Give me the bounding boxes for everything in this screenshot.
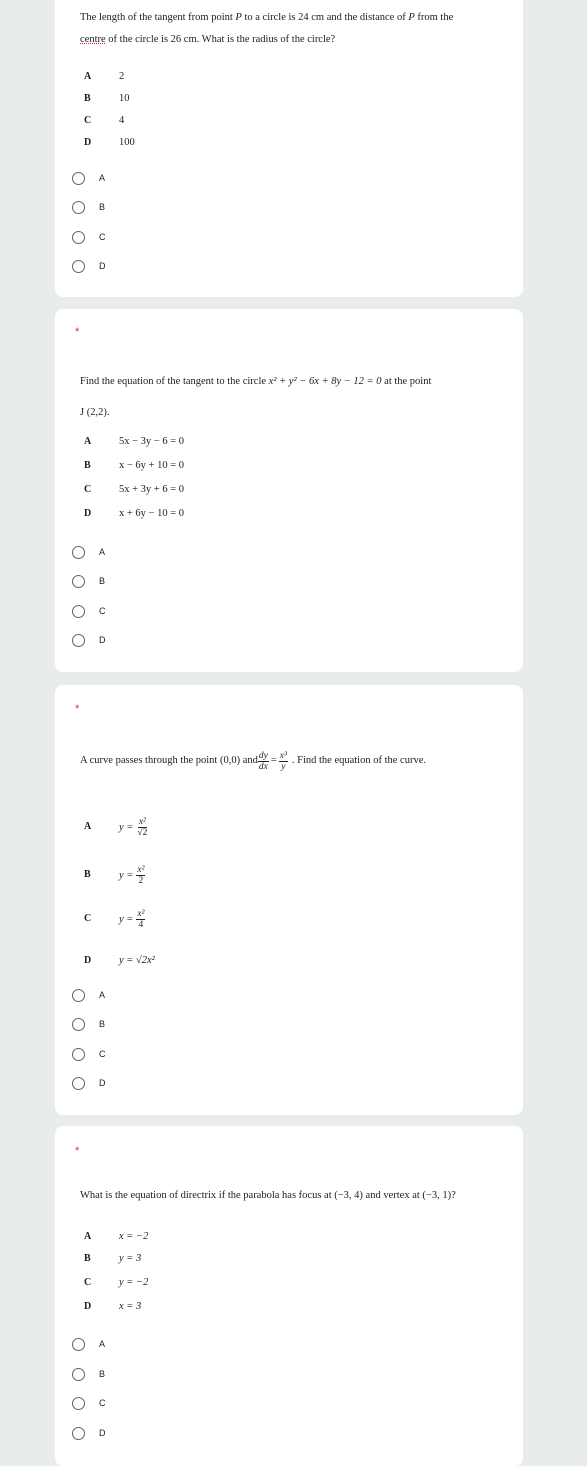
option-letter-d: D [84,1301,92,1312]
option-letter-b: B [84,869,91,880]
radio-option-d[interactable] [72,1425,106,1441]
option-letter-d: D [84,955,92,966]
radio-circle[interactable] [72,634,85,647]
text-part: The length of the tangent from point [80,12,236,23]
vertex-point: (−3, 1) [422,1190,452,1201]
radio-option-b[interactable] [72,573,105,589]
question-text-line2 [80,406,109,420]
option-letter-a: A [84,71,92,82]
radio-label: D [99,1428,106,1438]
option-letter-a: A [84,436,92,447]
option-value-b: y = 3 [119,1253,142,1264]
radio-label: B [99,1019,106,1029]
option-value-b: x − 6y + 10 = 0 [119,460,185,471]
option-value-c: y = −2 [119,1277,149,1288]
option-value-b: 10 [119,93,130,104]
radio-option-a[interactable] [72,987,105,1003]
option-letter-c: C [84,913,92,924]
option-value-d: x + 6y − 10 = 0 [119,508,185,519]
question-card-1 [55,0,523,297]
option-letter-b: B [84,93,91,104]
lhs: y = [119,913,134,925]
frac-num: dy [258,750,268,761]
radio-circle[interactable] [72,1397,85,1410]
rhs-fraction [279,751,288,772]
option-letter-c: C [84,1277,92,1288]
radio-label: A [99,547,106,557]
focus-point: (−3, 4) [334,1190,363,1201]
question-card-4 [55,1126,523,1466]
option-letter-a: A [84,1231,92,1242]
radio-label: C [99,606,106,616]
radio-label: D [99,261,106,271]
var-p: P [408,12,415,23]
frac-den: √2 [137,827,148,838]
radio-option-d[interactable] [72,1075,106,1091]
option-letter-d: D [84,508,92,519]
radio-circle[interactable] [72,1427,85,1440]
option-value-a: x = −2 [119,1231,149,1242]
question-text [80,11,453,25]
option-value-a: 5x − 3y − 6 = 0 [119,436,185,447]
frac-num: x³ [279,750,287,761]
question-card-3 [55,685,523,1115]
radio-option-c[interactable] [72,1046,106,1062]
radio-circle[interactable] [72,989,85,1002]
derivative-fraction [258,751,269,772]
option-fraction [136,865,145,886]
text-part: A curve passes through the point (0,0) and [80,755,258,766]
radio-circle[interactable] [72,1048,85,1061]
radio-circle[interactable] [72,172,85,185]
option-value-c: 4 [119,115,125,126]
frac-num: x² [137,908,145,919]
question-card-2 [55,309,523,672]
equation: x² + y² − 6x + 8y − 12 = 0 [268,376,382,387]
question-text-line2 [80,33,335,47]
option-fraction [136,909,145,930]
equals-sign: = [270,755,277,766]
option-value-c [119,902,145,936]
frac-den: 2 [138,875,144,886]
radio-option-a[interactable] [72,544,105,560]
radio-label: D [99,635,106,645]
text-part: J (2,2). [80,407,110,418]
text-part: at the point [381,376,432,387]
radio-option-c[interactable] [72,1395,106,1411]
lhs: y = [119,821,134,833]
radio-circle[interactable] [72,231,85,244]
option-letter-c: C [84,115,92,126]
radio-circle[interactable] [72,1338,85,1351]
option-value-d: y = √2x² [119,955,155,966]
option-value-c: 5x + 3y + 6 = 0 [119,484,185,495]
radio-circle[interactable] [72,546,85,559]
radio-label: A [99,173,106,183]
radio-label: C [99,1049,106,1059]
radio-circle[interactable] [72,201,85,214]
radio-circle[interactable] [72,605,85,618]
text-part: from the [414,12,454,23]
frac-num: x² [138,816,146,827]
option-value-a: 2 [119,71,125,82]
text-part: of the circle is 26 cm. What is the radius of the circle? [105,34,336,45]
radio-option-b[interactable] [72,199,105,215]
radio-circle[interactable] [72,1018,85,1031]
option-value-b [119,858,145,892]
radio-label: A [99,1339,106,1349]
radio-option-a[interactable] [72,1336,105,1352]
var-p: P [235,12,242,23]
radio-option-c[interactable] [72,603,106,619]
option-value-a [119,810,148,844]
option-value-d: x = 3 [119,1301,142,1312]
option-letter-d: D [84,137,92,148]
option-letter-c: C [84,484,92,495]
radio-circle[interactable] [72,260,85,273]
radio-label: A [99,990,106,1000]
question-text [80,1189,456,1203]
text-part: ? [451,1190,456,1201]
radio-circle[interactable] [72,575,85,588]
frac-den: dx [258,761,268,772]
question-text [80,744,426,778]
radio-label: B [99,1369,106,1379]
frac-den: y [281,761,286,772]
radio-label: B [99,202,106,212]
option-value-d: 100 [119,137,135,148]
text-part: to a circle is 24 cm and the distance of [241,12,409,23]
required-star: * [75,1145,80,1157]
radio-option-b[interactable] [72,1366,105,1382]
radio-label: D [99,1078,106,1088]
radio-option-b[interactable] [72,1016,105,1032]
option-letter-a: A [84,821,92,832]
required-star: * [75,703,80,715]
text-part: Find the equation of the tangent to the circle [80,376,269,387]
option-fraction [136,817,148,838]
text-part: . Find the equation of the curve. [291,755,426,766]
option-letter-b: B [84,460,91,471]
text-part: What is the equation of directrix if the parabola has focus at [80,1190,335,1201]
radio-label: B [99,576,106,586]
radio-option-a[interactable] [72,170,105,186]
frac-num: x² [137,864,145,875]
spellcheck-word: centre [80,34,106,45]
frac-den: 4 [138,919,144,930]
required-star: * [75,326,80,338]
lhs: y = [119,869,134,881]
radio-circle[interactable] [72,1077,85,1090]
radio-option-c[interactable] [72,229,106,245]
question-text [80,375,431,389]
text-part: and vertex at [362,1190,423,1201]
radio-circle[interactable] [72,1368,85,1381]
radio-option-d[interactable] [72,632,106,648]
radio-label: C [99,232,106,242]
radio-option-d[interactable] [72,258,106,274]
option-letter-b: B [84,1253,91,1264]
radio-label: C [99,1398,106,1408]
